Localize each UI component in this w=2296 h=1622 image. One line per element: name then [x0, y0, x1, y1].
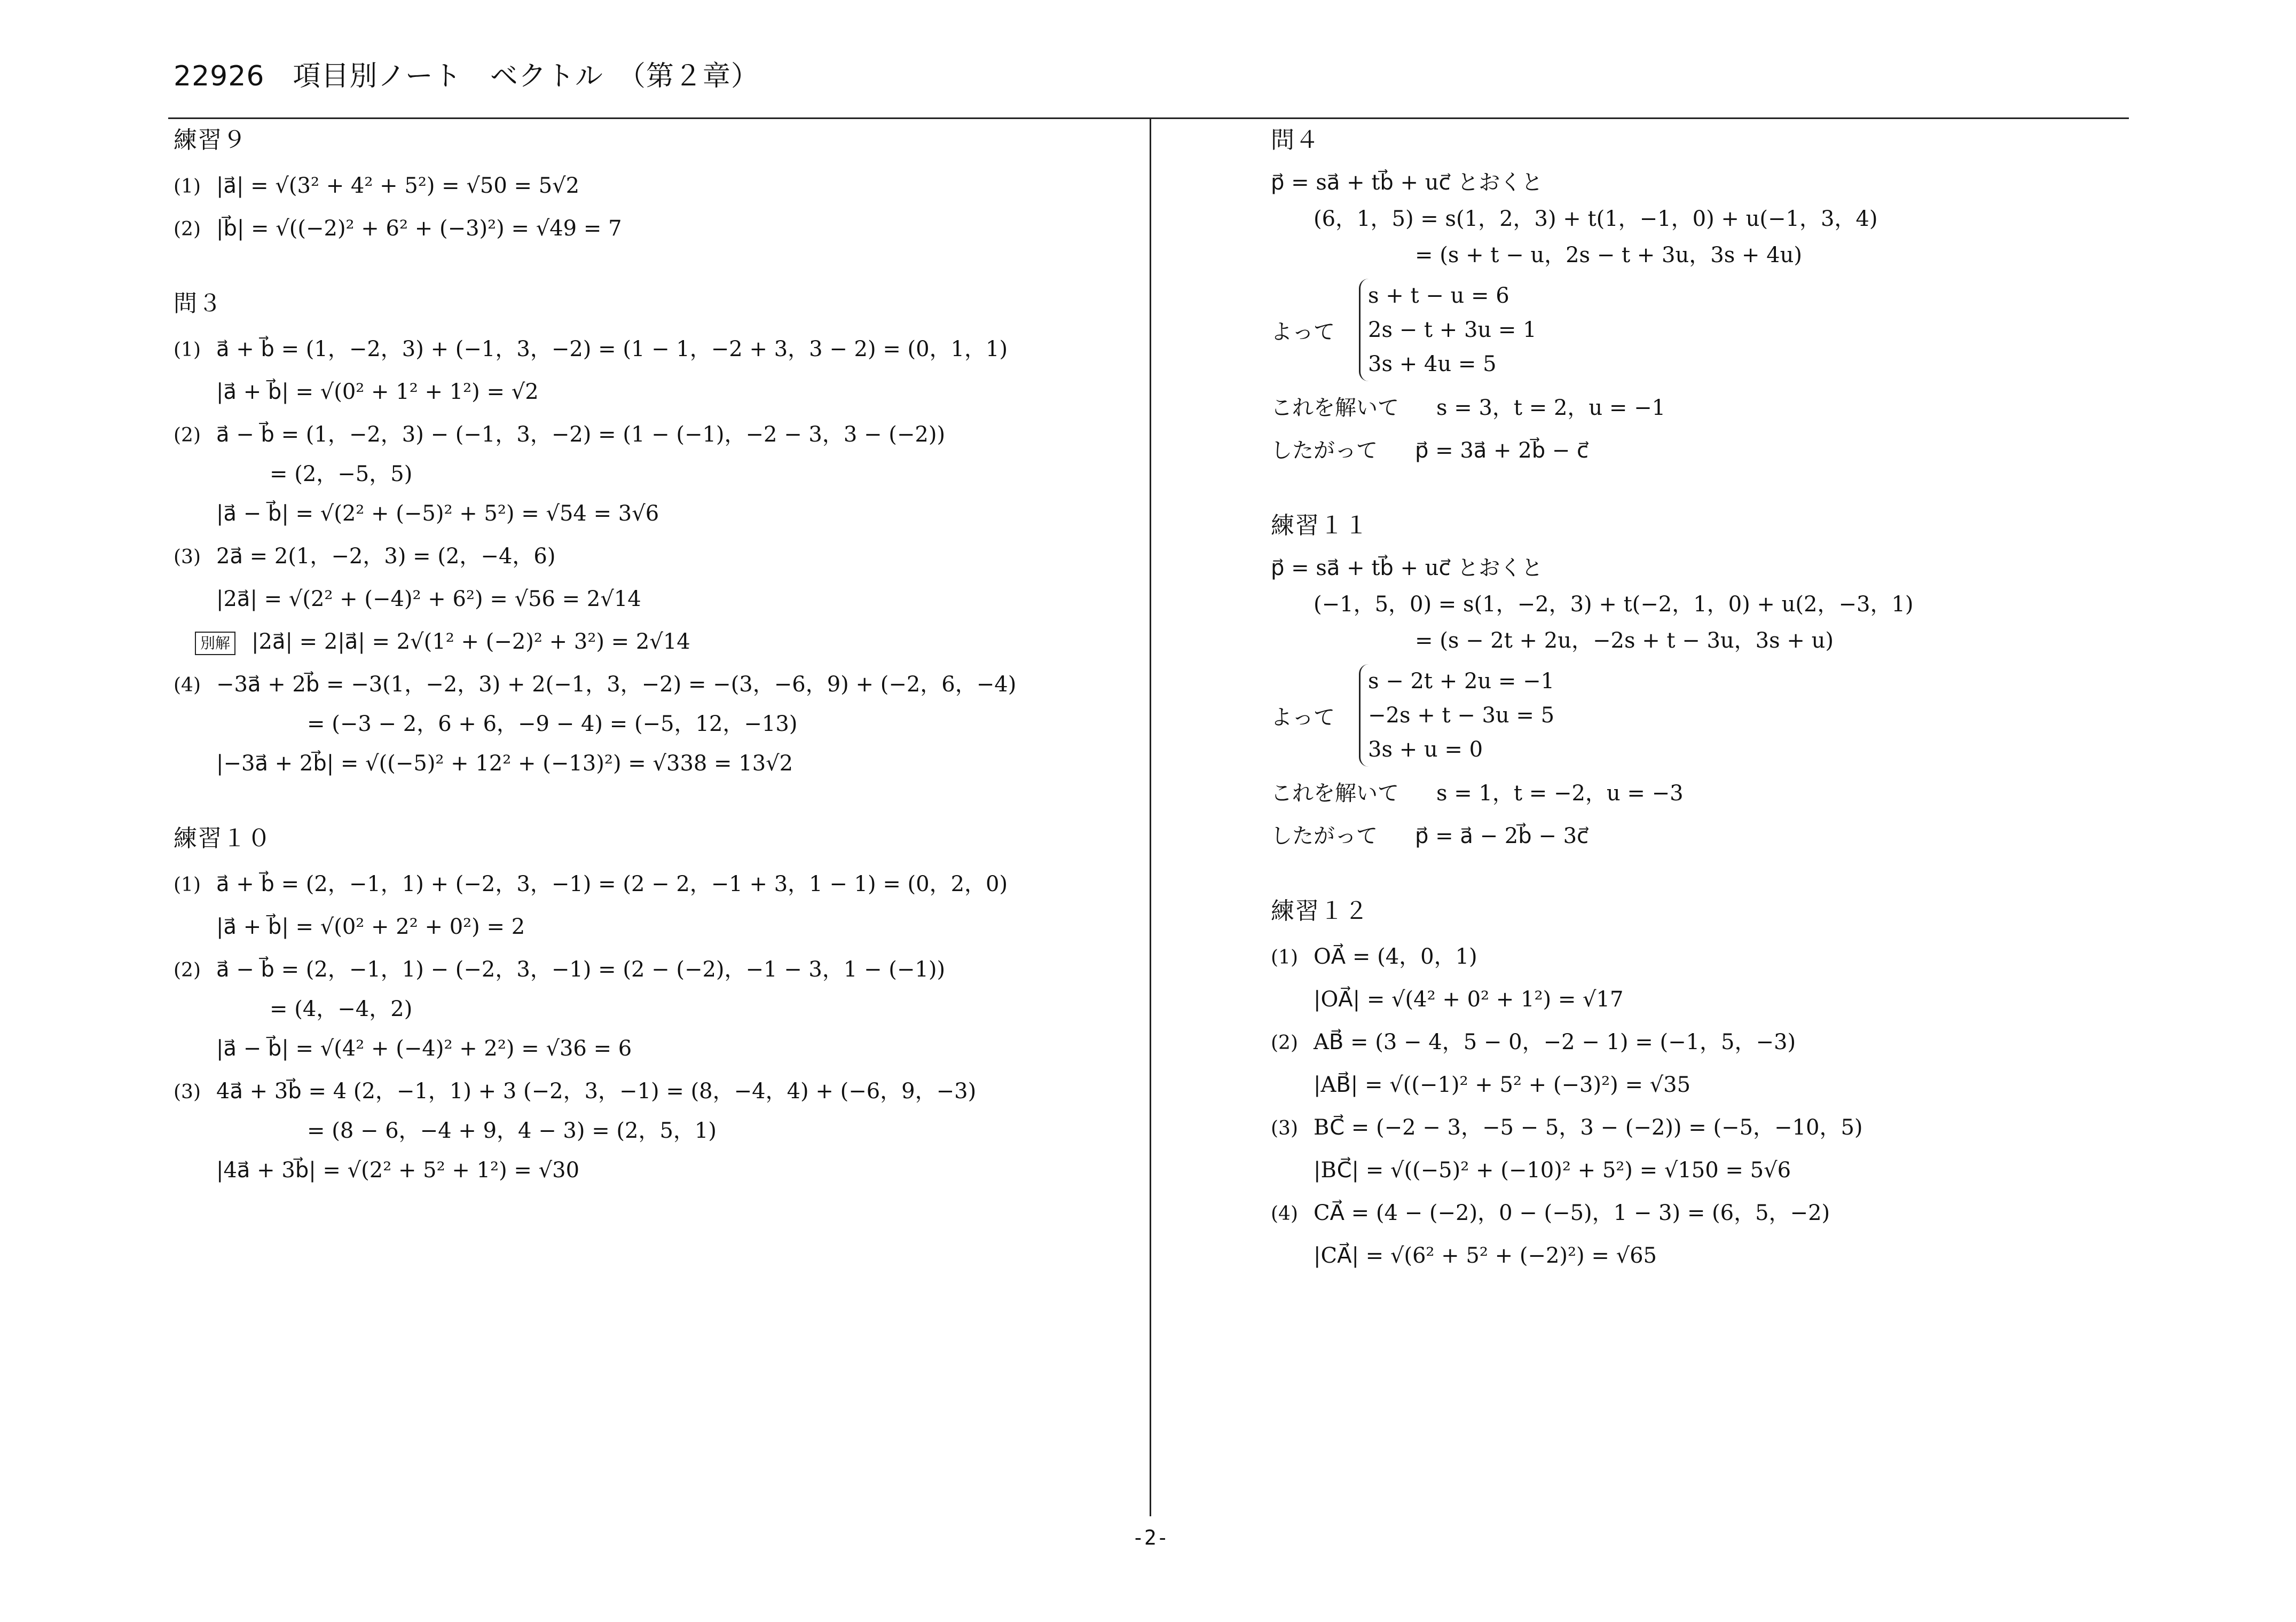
- equation: (−1，5，0) = s(1，−2，3) + t(−2，1，0) + u(2，−3，1): [1314, 592, 1914, 617]
- equation: = (2，−5，5): [270, 462, 413, 486]
- equation: s = 3，t = 2，u = −1: [1436, 396, 1666, 420]
- system-equation: −2s + t − 3u = 5: [1368, 703, 1555, 728]
- equation: BC⃗ = (−2 − 3，−5 − 5，3 − (−2)) = (−5，−10，5): [1314, 1115, 1863, 1140]
- section-exercise-11: [1271, 509, 2125, 857]
- equation: |2a⃗| = √(2² + (−4)² + 6²) = √56 = 2√14: [216, 587, 641, 611]
- equation: a⃗ + b⃗ = (1，−2，3) + (−1，3，−2) = (1 − 1，−2 + 3，3 − 2) = (0，1，1): [216, 337, 1008, 361]
- system-equation: 2s − t + 3u = 1: [1368, 318, 1537, 342]
- section-exercise-12: [1271, 895, 2125, 1277]
- equation-system: [1271, 662, 2125, 769]
- equation: −3a⃗ + 2b⃗ = −3(1，−2，3) + 2(−1，3，−2) = −(3，−6，9) + (−2，6，−4): [216, 672, 1017, 697]
- equation: (6，1，5) = s(1，2，3) + t(1，−1，0) + u(−1，3，4): [1314, 207, 1878, 231]
- equation-line: [1271, 237, 2125, 273]
- problem-line: [1271, 1192, 2125, 1234]
- equation-line: [1271, 978, 2125, 1021]
- problem-number: (3): [174, 1081, 201, 1103]
- system-brace: [1359, 279, 1537, 381]
- problem-line: [174, 1070, 1135, 1113]
- problem-number: (2): [174, 959, 201, 981]
- problem-line: [1271, 935, 2125, 978]
- system-label: よって: [1271, 319, 1335, 344]
- equation: 4a⃗ + 3b⃗ = 4 (2，−1，1) + 3 (−2，3，−1) = (8，−4，4) + (−6，9，−3): [216, 1079, 977, 1104]
- equation-line: [1271, 201, 2125, 237]
- equation: |b⃗| = √((−2)² + 6² + (−3)²) = √49 = 7: [216, 216, 622, 241]
- section-question-4: [1271, 124, 2125, 472]
- section-exercise-10: [174, 822, 1135, 1192]
- equation-line: [1271, 429, 2125, 472]
- section-title: 問４: [1271, 127, 1320, 154]
- problem-line: [174, 535, 1135, 578]
- equation: |a⃗ − b⃗| = √(4² + (−4)² + 2²) = √36 = 6: [216, 1036, 632, 1061]
- problem-line: [174, 948, 1135, 991]
- system-equation: 3s + u = 0: [1368, 737, 1483, 762]
- system-brace: [1359, 664, 1554, 767]
- equation: |AB⃗| = √((−1)² + 5² + (−3)²) = √35: [1314, 1073, 1691, 1097]
- equation: a⃗ − b⃗ = (2，−1，1) − (−2，3，−1) = (2 − (−2)，−1 − 3，1 − (−1)): [216, 957, 946, 982]
- section-title: 練習１０: [174, 825, 272, 852]
- solve-label: これを解いて: [1271, 396, 1399, 420]
- hence-label: したがって: [1271, 438, 1378, 463]
- problem-number: (3): [174, 546, 201, 568]
- equation-line: [174, 1149, 1135, 1192]
- equation: |CA⃗| = √(6² + 5² + (−2)²) = √65: [1314, 1243, 1657, 1268]
- problem-number: (1): [1271, 947, 1298, 969]
- equation-line: [1271, 586, 2125, 623]
- equation: p⃗ = a⃗ − 2b⃗ − 3c⃗: [1415, 824, 1589, 848]
- equation: = (s + t − u，2s − t + 3u，3s + 4u): [1415, 243, 1802, 267]
- problem-number: (2): [174, 218, 201, 240]
- solve-label: これを解いて: [1271, 781, 1399, 806]
- section-title: 練習９: [174, 127, 247, 154]
- equation: p⃗ = 3a⃗ + 2b⃗ − c⃗: [1415, 438, 1589, 463]
- equation-line: [1271, 387, 2125, 429]
- equation: = (s − 2t + 2u，−2s + t − 3u，3s + u): [1415, 628, 1834, 653]
- equation-line: [1271, 1149, 2125, 1192]
- equation-line: [1271, 1064, 2125, 1106]
- problem-line: [1271, 1021, 2125, 1064]
- hence-label: したがって: [1271, 824, 1378, 848]
- page-number: -2-: [1132, 1526, 1169, 1549]
- equation-line: [1271, 550, 2125, 586]
- equation: a⃗ − b⃗ = (1，−2，3) − (−1，3，−2) = (1 − (−1)，−2 − 3，3 − (−2)): [216, 422, 946, 447]
- equation: AB⃗ = (3 − 4，5 − 0，−2 − 1) = (−1，5，−3): [1314, 1030, 1796, 1054]
- section-title: 問３: [174, 290, 223, 317]
- equation: OA⃗ = (4，0，1): [1314, 944, 1477, 969]
- equation: = (8 − 6，−4 + 9，4 − 3) = (2，5，1): [307, 1119, 717, 1143]
- header-divider: [168, 117, 2129, 119]
- equation: 2a⃗ = 2(1，−2，3) = (2，−4，6): [216, 544, 556, 569]
- problem-line: [174, 328, 1135, 371]
- equation: |4a⃗ + 3b⃗| = √(2² + 5² + 1²) = √30: [216, 1158, 580, 1183]
- section-question-3: [174, 287, 1135, 785]
- section-exercise-9: [174, 124, 1135, 250]
- equation: = (−3 − 2，6 + 6，−9 − 4) = (−5，12，−13): [307, 712, 798, 736]
- problem-number: (3): [1271, 1117, 1298, 1139]
- equation-line: [174, 906, 1135, 948]
- equation-line: [174, 371, 1135, 413]
- problem-line: [174, 663, 1135, 706]
- system-equation: s − 2t + 2u = −1: [1368, 669, 1555, 694]
- equation-line: [174, 991, 1135, 1027]
- system-label: よって: [1271, 705, 1335, 730]
- equation-line: [174, 1027, 1135, 1070]
- equation-line: [174, 578, 1135, 620]
- equation: p⃗ = sa⃗ + tb⃗ + uc⃗ とおくと: [1271, 170, 1543, 195]
- equation: |OA⃗| = √(4² + 0² + 1²) = √17: [1314, 987, 1624, 1012]
- left-column: [174, 124, 1135, 1229]
- equation: |a⃗| = √(3² + 4² + 5²) = √50 = 5√2: [216, 174, 580, 198]
- equation-line: [1271, 623, 2125, 659]
- equation: |a⃗ − b⃗| = √(2² + (−5)² + 5²) = √54 = 3√6: [216, 501, 659, 526]
- equation: |BC⃗| = √((−5)² + (−10)² + 5²) = √150 = 5√6: [1314, 1158, 1791, 1183]
- section-title: 練習１２: [1271, 897, 1369, 925]
- column-divider: [1150, 119, 1151, 1516]
- problem-number: (2): [174, 424, 201, 446]
- problem-line: [174, 863, 1135, 906]
- equation: = (4，−4，2): [270, 997, 413, 1021]
- equation-line: [1271, 164, 2125, 201]
- equation: p⃗ = sa⃗ + tb⃗ + uc⃗ とおくと: [1271, 556, 1543, 580]
- system-equation: s + t − u = 6: [1368, 284, 1509, 308]
- equation-line: [174, 706, 1135, 742]
- system-equation: 3s + 4u = 5: [1368, 352, 1497, 376]
- problem-number: (4): [174, 674, 201, 696]
- problem-line: [174, 207, 1135, 250]
- problem-number: (1): [174, 339, 201, 361]
- equation: s = 1，t = −2，u = −3: [1436, 781, 1684, 806]
- equation: |−3a⃗ + 2b⃗| = √((−5)² + 12² + (−13)²) = √338 = 13√2: [216, 751, 793, 776]
- problem-line: [174, 164, 1135, 207]
- equation-line: [174, 1113, 1135, 1149]
- problem-number: (4): [1271, 1203, 1298, 1225]
- equation: |a⃗ + b⃗| = √(0² + 1² + 1²) = √2: [216, 380, 539, 404]
- equation-line: [1271, 1234, 2125, 1277]
- equation: |a⃗ + b⃗| = √(0² + 2² + 0²) = 2: [216, 915, 525, 939]
- equation-line: [174, 742, 1135, 785]
- equation-system: [1271, 277, 2125, 383]
- problem-number: (1): [174, 874, 201, 896]
- page-title: 22926 項目別ノート ベクトル （第２章）: [174, 60, 759, 92]
- equation-line: [174, 456, 1135, 492]
- equation-line: [1271, 815, 2125, 857]
- equation-line: [174, 620, 1135, 663]
- equation: |2a⃗| = 2|a⃗| = 2√(1² + (−2)² + 3²) = 2√14: [251, 629, 690, 654]
- right-column: [1271, 124, 2125, 1314]
- problem-number: (1): [174, 176, 201, 198]
- equation: CA⃗ = (4 − (−2)，0 − (−5)，1 − 3) = (6，5，−2): [1314, 1201, 1830, 1225]
- equation-line: [1271, 772, 2125, 815]
- problem-number: (2): [1271, 1032, 1298, 1054]
- equation-line: [174, 492, 1135, 535]
- section-title: 練習１１: [1271, 512, 1369, 539]
- alternative-solution-badge: 別解: [195, 632, 235, 655]
- equation: a⃗ + b⃗ = (2，−1，1) + (−2，3，−1) = (2 − 2，−1 + 3，1 − 1) = (0，2，0): [216, 872, 1008, 896]
- problem-line: [1271, 1106, 2125, 1149]
- problem-line: [174, 413, 1135, 456]
